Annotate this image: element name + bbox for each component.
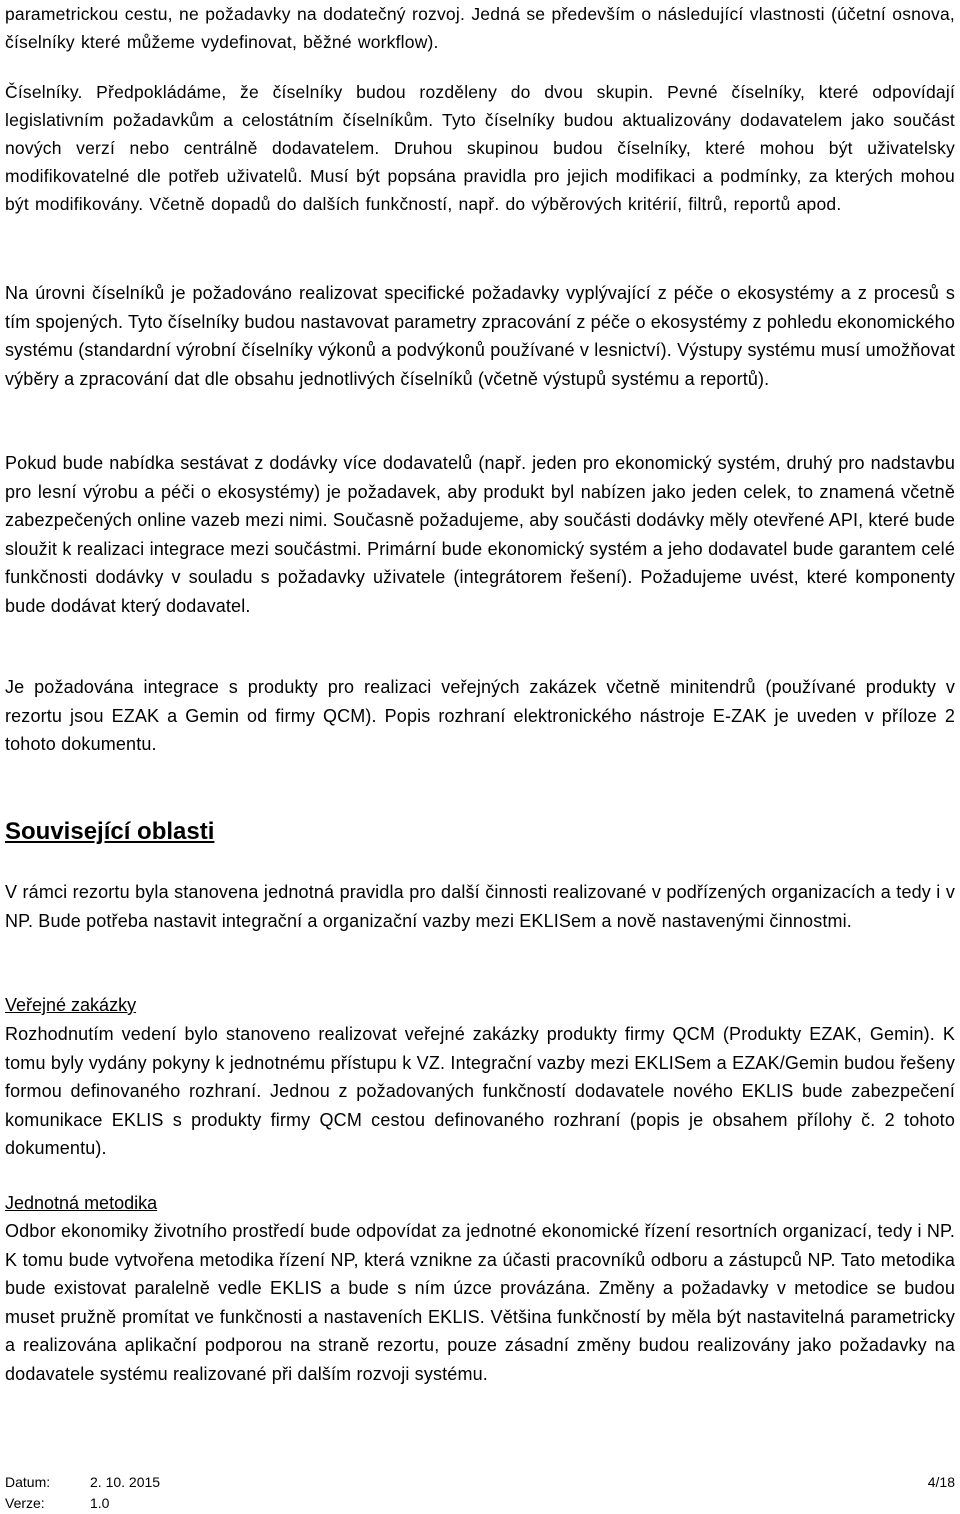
paragraph-verejne-zakazky: Rozhodnutím vedení bylo stanoveno realizovat veřejné zakázky produkty firmy QCM (Produkty EZAK, Gemin). K tomu byly vydány pokyny k jednotnému přístupu k VZ. Integrační vazby mezi EKLISem a EZAK/Gemin budou řešeny formou definovaného rozhraní. Jednou z požadovaných funkčností dodavatele nového EKLIS bude zabezpečení komunikace EKLIS s produkty firmy QCM cestou definovaného rozhraní (popis je obsahem přílohy č. 2 tohoto dokumentu). [5,1024,955,1158]
footer-page-number: 4/18 [927,1474,955,1490]
intro-paragraph-1: parametrickou cestu, ne požadavky na dodatečný rozvoj. Jedná se především o následující vlastnosti (účetní osnova, číselníky které můžeme vydefinovat, běžné workflow). [5,4,955,52]
paragraph-jednotna-metodika: Odbor ekonomiky životního prostředí bude odpovídat za jednotné ekonomické řízení resortních organizací, tedy i NP. K tomu bude vytvořena metodika řízení NP, která vznikne za účasti pracovníků odboru a zástupců NP. Tato metodika bude existovat paralelně vedle EKLIS a bude s ním úzce provázána. Změny a požadavky v metodice se budou muset pružně promítat ve funkčnosti a nastaveních EKLIS. Většina funkčností by měla být nastavitelná parametricky a realizována aplikační podporou na straně rezortu, pouze zásadní změny budou realizovány jako požadavky na dodavatele systému realizované při dalším rozvoji systému. [5,1221,955,1384]
subheading-jednotna-metodika: Jednotná metodika [5,1193,158,1213]
footer-date-value: 2. 10. 2015 [90,1474,161,1490]
footer-version-label: Verze: [5,1495,45,1511]
page-footer [5,1472,955,1514]
paragraph-ciselniky-ekosystemy: Na úrovni číselníků je požadováno realizovat specifické požadavky vyplývající z péče o ekosystémy a z procesů s tím spojených. Tyto číselníky budou nastavovat parametry zpracování z péče o ekosystémy z pohledu ekonomického systému (standardní výrobní číselníky výkonů a podvýkonů používané v lesnictví). Výstupy systému musí umožňovat výběry a zpracování dat dle obsahu jednotlivých číselníků (včetně výstupů systému a reportů). [5,283,955,389]
footer-version-row [5,1493,955,1514]
footer-version-value: 1.0 [90,1495,110,1511]
subheading-verejne-zakazky: Veřejné zakázky [5,995,137,1015]
paragraph-integrace-zakazky: Je požadována integrace s produkty pro realizaci veřejných zakázek včetně minitendrů (používané produkty v rezortu jsou EZAK a Gemin od firmy QCM). Popis rozhraní elektronického nástroje E-ZAK je uveden v příloze 2 tohoto dokumentu. [5,677,955,754]
section-title: Související oblasti [5,818,215,845]
footer-date-label: Datum: [5,1474,51,1490]
intro-paragraph-ciselniky: Číselníky. Předpokládáme, že číselníky budou rozděleny do dvou skupin. Pevné číselníky, které odpovídají legislativním požadavkům a celostátním číselníkům. Tyto číselníky budou aktualizovány dodavatelem jako součást nových verzí nebo centrálně dodavatelem. Druhou skupinou budou číselníky, které mohou být uživatelsky modifikovatelné dle potřeb uživatelů. Musí být popsána pravidla pro jejich modifikaci a podmínky, za kterých mohou být modifikovány. Včetně dopadů do dalších funkčností, např. do výběrových kritérií, filtrů, reportů apod. [5,82,955,214]
paragraph-souvisejici: V rámci rezortu byla stanovena jednotná pravidla pro další činnosti realizované v podřízených organizacích a tedy i v NP. Bude potřeba nastavit integrační a organizační vazby mezi EKLISem a nově nastavenými činnostmi. [5,882,955,931]
footer-date-row [5,1472,955,1493]
paragraph-vice-dodavatelu: Pokud bude nabídka sestávat z dodávky více dodavatelů (např. jeden pro ekonomický systém, druhý pro nadstavbu pro lesní výrobu a péči o ekosystémy) je požadavek, aby produkt byl nabízen jako jeden celek, to znamená včetně zabezpečených online vazeb mezi nimi. Současně požadujeme, aby součásti dodávky měly otevřené API, které bude sloužit k realizaci integrace mezi součástmi. Primární bude ekonomický systém a jeho dodavatel bude garantem celé funkčnosti dodávky v souladu s požadavky uživatele (integrátorem řešení). Požadujeme uvést, které komponenty bude dodávat který dodavatel. [5,453,955,616]
section-heading [5,817,955,847]
